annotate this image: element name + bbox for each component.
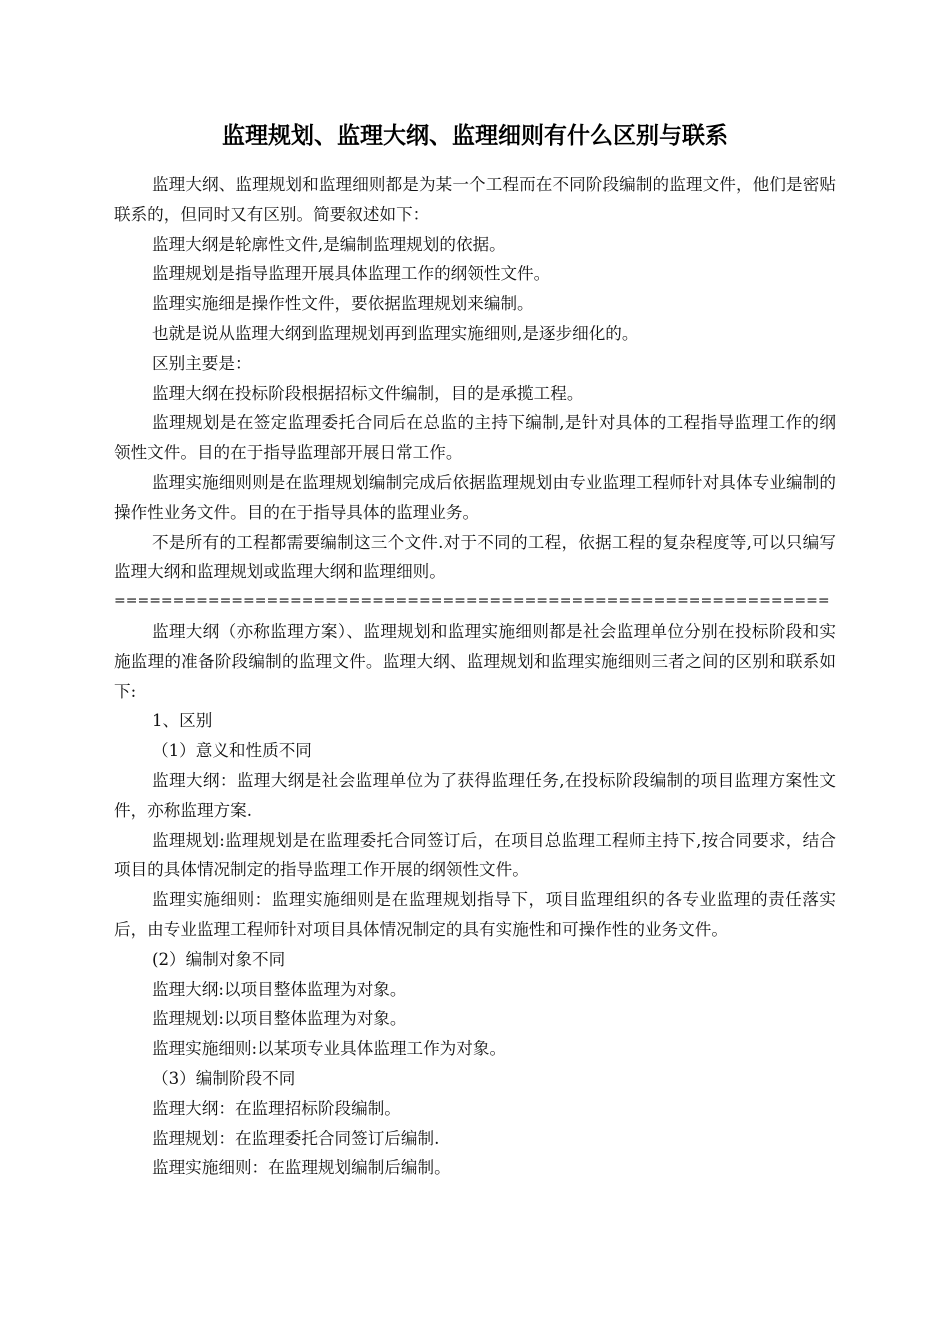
paragraph-rules-stage: 监理实施细则：在监理规划编制后编制。 bbox=[152, 1158, 451, 1178]
paragraph-rules-meaning: 监理实施细则：监理实施细则是在监理规划指导下，项目监理组织的各专业监理的责任落实后，由专业监理工程师针对项目具体情况制定的具有实施性和可操作性的业务文件。 bbox=[114, 890, 836, 939]
paragraph-rules-object: 监理实施细则:以某项专业具体监理工作为对象。 bbox=[152, 1039, 507, 1059]
separator-line: ============================================================= bbox=[114, 593, 830, 610]
paragraph-plan-meaning: 监理规划:监理规划是在监理委托合同签订后，在项目总监理工程师主持下,按合同要求，结合项目的具体情况制定的指导监理工作开展的纲领性文件。 bbox=[114, 830, 836, 880]
paragraph-summary: 也就是说从监理大纲到监理规划再到监理实施细则,是逐步细化的。 bbox=[152, 323, 639, 343]
section-heading-difference: 1、区别 bbox=[152, 711, 213, 731]
subsection-heading-stage: （3）编制阶段不同 bbox=[152, 1068, 296, 1088]
paragraph-outline-definition: 监理大纲是轮廓性文件,是编制监理规划的依据。 bbox=[152, 234, 506, 254]
paragraph-difference-heading: 区别主要是： bbox=[152, 353, 252, 373]
paragraph-plan-difference: 监理规划是在签定监理委托合同后在总监的主持下编制,是针对具体的工程指导监理工作的纲领性文件。目的在于指导监理部开展日常工作。 bbox=[114, 413, 836, 463]
paragraph-outline-meaning: 监理大纲：监理大纲是社会监理单位为了获得监理任务,在投标阶段编制的项目监理方案性文件，亦称监理方案. bbox=[114, 770, 836, 820]
paragraph-second-intro: 监理大纲（亦称监理方案）、监理规划和监理实施细则都是社会监理单位分别在投标阶段和实施监理的准备阶段编制的监理文件。监理大纲、监理规划和监理实施细则三者之间的区别和联系如下: bbox=[114, 621, 836, 701]
document-title: 监理规划、监理大纲、监理细则有什么区别与联系 bbox=[222, 123, 728, 149]
paragraph-outline-difference: 监理大纲在投标阶段根据招标文件编制，目的是承揽工程。 bbox=[152, 383, 584, 403]
subsection-heading-meaning: （1）意义和性质不同 bbox=[152, 741, 312, 761]
paragraph-not-all-projects: 不是所有的工程都需要编制这三个文件.对于不同的工程，依据工程的复杂程度等,可以只编写监理大纲和监理规划或监理大纲和监理细则。 bbox=[114, 532, 836, 582]
paragraph-plan-definition: 监理规划是指导监理开展具体监理工作的纲领性文件。 bbox=[152, 264, 551, 284]
paragraph-outline-stage: 监理大纲：在监理招标阶段编制。 bbox=[152, 1098, 401, 1118]
document-body bbox=[114, 170, 836, 1183]
paragraph-plan-stage: 监理规划：在监理委托合同签订后编制. bbox=[152, 1128, 440, 1148]
paragraph-outline-object: 监理大纲:以项目整体监理为对象。 bbox=[152, 979, 407, 999]
paragraph-intro: 监理大纲、监理规划和监理细则都是为某一个工程而在不同阶段编制的监理文件，他们是密贴联系的，但同时又有区别。简要叙述如下： bbox=[114, 175, 836, 224]
paragraph-plan-object: 监理规划:以项目整体监理为对象。 bbox=[152, 1009, 407, 1029]
subsection-heading-object: (2）编制对象不同 bbox=[152, 949, 286, 969]
paragraph-rules-difference: 监理实施细则则是在监理规划编制完成后依据监理规划由专业监理工程师针对具体专业编制的操作性业务文件。目的在于指导具体的监理业务。 bbox=[114, 472, 836, 522]
paragraph-rules-definition: 监理实施细是操作性文件，要依据监理规划来编制。 bbox=[152, 294, 534, 314]
